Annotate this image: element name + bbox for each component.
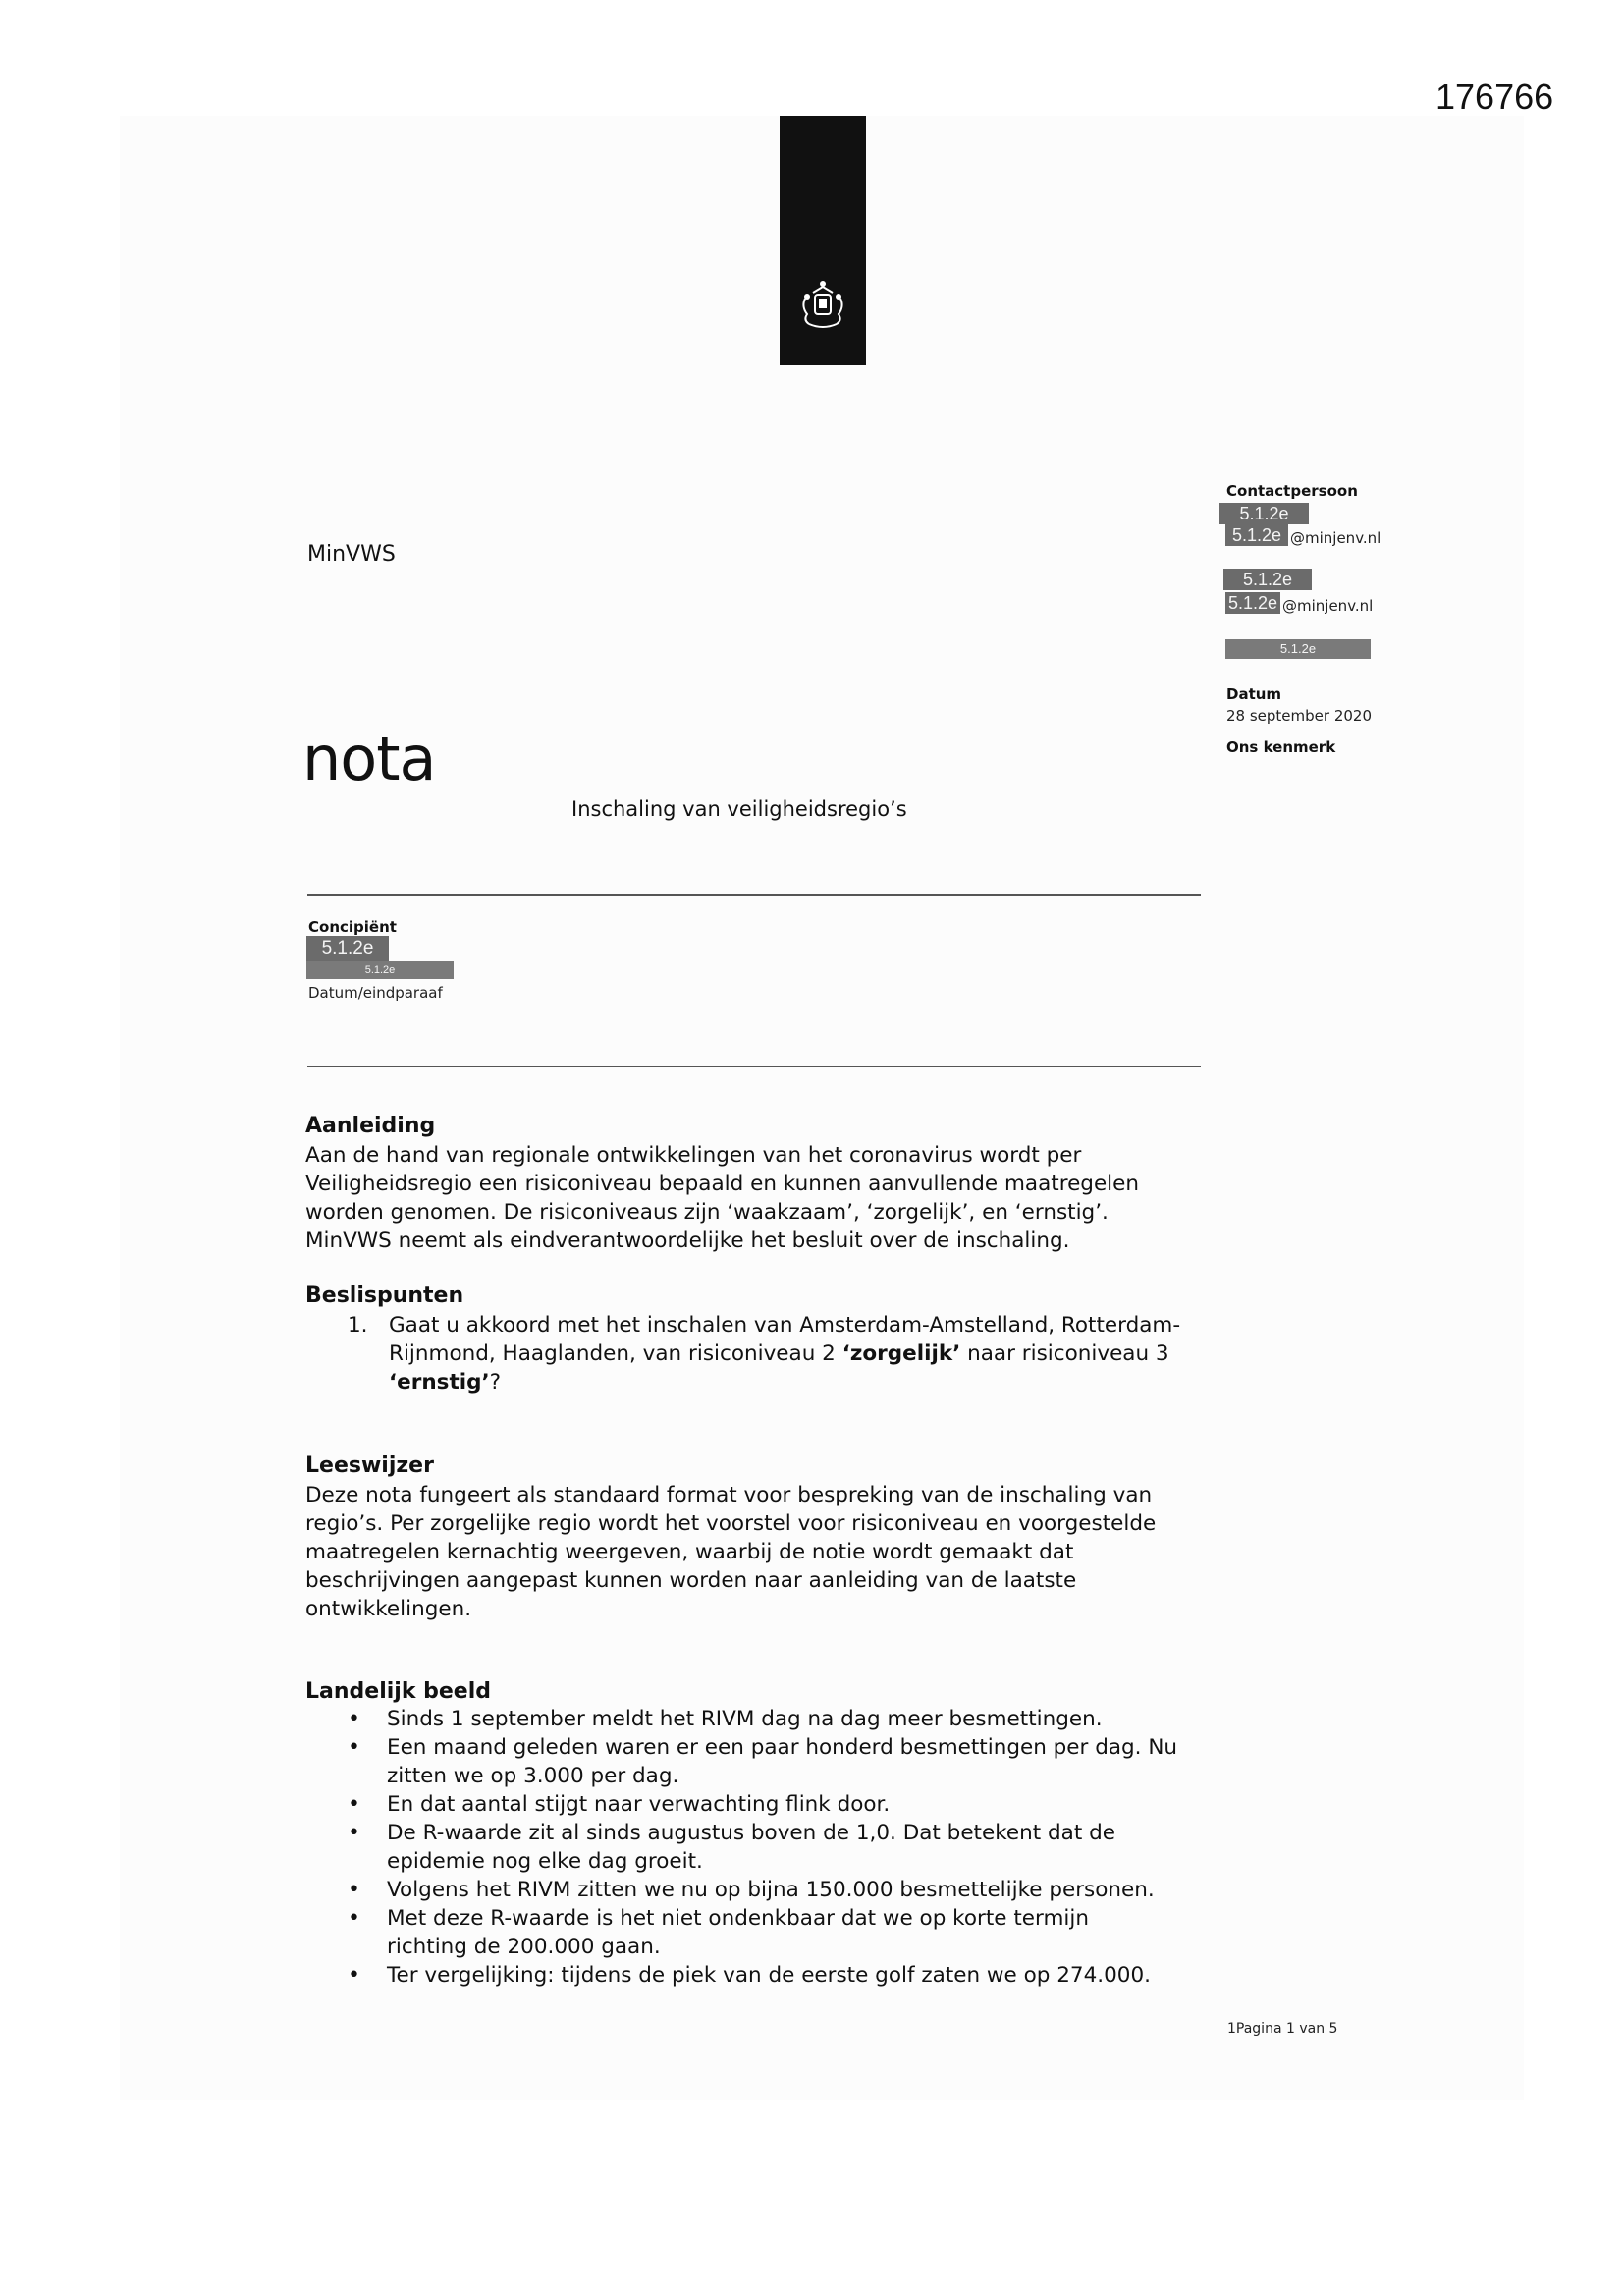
bullet-item <box>346 1705 1202 1733</box>
government-logo <box>780 116 866 365</box>
contact1-email-domain: @minjenv.nl <box>1290 529 1381 547</box>
document-title: nota <box>302 723 436 794</box>
paragraph-leeswijzer <box>305 1481 1209 1623</box>
redaction-contact1-email: 5.1.2e <box>1225 524 1288 546</box>
heading-aanleiding: Aanleiding <box>305 1114 436 1138</box>
redaction-contact2-name: 5.1.2e <box>1223 569 1312 590</box>
text-line: richting de 200.000 gaan. <box>387 1935 661 1959</box>
emphasis-zorgelijk: ‘zorgelijk’ <box>841 1341 961 1366</box>
bullet-item <box>346 1790 1202 1819</box>
bullet-icon: • <box>348 1906 360 1931</box>
text-line: De R-waarde zit al sinds augustus boven de 1,0. Dat betekent dat de <box>387 1821 1115 1845</box>
bullet-icon: • <box>348 1735 360 1760</box>
text-line: Sinds 1 september meldt het RIVM dag na dag meer besmettingen. <box>387 1707 1103 1731</box>
redaction-contact2-email: 5.1.2e <box>1225 592 1280 614</box>
crest-icon <box>791 273 854 336</box>
landelijk-bullet-list <box>346 1705 1202 1990</box>
text-line: regio’s. Per zorgelijke regio wordt het voorstel voor risiconiveau en voorgestelde <box>305 1511 1157 1536</box>
sender: MinVWS <box>307 542 396 567</box>
contact2-email-domain: @minjenv.nl <box>1282 597 1374 615</box>
bullet-icon: • <box>348 1707 360 1731</box>
datum-value: 28 september 2020 <box>1226 707 1373 725</box>
text-line: zitten we op 3.000 per dag. <box>387 1764 679 1788</box>
text-line: ontwikkelingen. <box>305 1597 472 1621</box>
text-run: ? <box>489 1370 502 1394</box>
redaction-concipient-name: 5.1.2e <box>306 936 389 961</box>
datum-label: Datum <box>1226 685 1282 703</box>
bullet-icon: • <box>348 1963 360 1988</box>
text-line: worden genomen. De risiconiveaus zijn ‘waakzaam’, ‘zorgelijk’, en ‘ernstig’. <box>305 1200 1109 1225</box>
heading-leeswijzer: Leeswijzer <box>305 1453 434 1478</box>
bullet-item <box>346 1876 1202 1904</box>
bullet-item <box>346 1904 1202 1961</box>
text-line: Deze nota fungeert als standaard format voor bespreking van de inschaling van <box>305 1483 1153 1507</box>
redaction-contact3: 5.1.2e <box>1225 639 1371 659</box>
bullet-item <box>346 1733 1202 1790</box>
text-line <box>389 1368 1208 1396</box>
divider-bottom <box>307 1066 1201 1067</box>
contact-label: Contactpersoon <box>1226 482 1358 500</box>
text-line: En dat aantal stijgt naar verwachting flink door. <box>387 1792 891 1817</box>
text-run: Rijnmond, Haaglanden, van risiconiveau 2 <box>389 1341 842 1366</box>
text-line: Volgens het RIVM zitten we nu op bijna 150.000 besmettelijke personen. <box>387 1878 1155 1902</box>
emphasis-ernstig: ‘ernstig’ <box>389 1370 490 1394</box>
kenmerk-label: Ons kenmerk <box>1226 738 1336 756</box>
heading-landelijk-beeld: Landelijk beeld <box>305 1679 491 1704</box>
bullet-icon: • <box>348 1878 360 1902</box>
text-line: Veiligheidsregio een risiconiveau bepaald en kunnen aanvullende maatregelen <box>305 1172 1140 1196</box>
redaction-contact1-name: 5.1.2e <box>1219 503 1309 524</box>
concipient-label: Concipiënt <box>308 918 397 936</box>
bullet-item <box>346 1819 1202 1876</box>
list-item <box>348 1311 1208 1396</box>
beslispunten-list <box>348 1311 1208 1396</box>
text-line: Met deze R-waarde is het niet ondenkbaar dat we op korte termijn <box>387 1906 1089 1931</box>
text-line: Ter vergelijking: tijdens de piek van de eerste golf zaten we op 274.000. <box>387 1963 1151 1988</box>
text-line: Gaat u akkoord met het inschalen van Amsterdam-Amstelland, Rotterdam- <box>389 1313 1181 1338</box>
bullet-item <box>346 1961 1202 1990</box>
bullet-icon: • <box>348 1821 360 1845</box>
text-line: MinVWS neemt als eindverantwoordelijke het besluit over de inschaling. <box>305 1229 1070 1253</box>
text-line <box>389 1339 1208 1368</box>
page-number: 1Pagina 1 van 5 <box>1227 2021 1338 2037</box>
text-run: naar risiconiveau 3 <box>960 1341 1169 1366</box>
text-line: Aan de hand van regionale ontwikkelingen van het coronavirus wordt per <box>305 1143 1082 1168</box>
datum-eindparaaf-label: Datum/eindparaaf <box>308 984 443 1002</box>
list-number: 1. <box>348 1313 368 1338</box>
text-line: Een maand geleden waren er een paar honderd besmettingen per dag. Nu <box>387 1735 1178 1760</box>
divider-top <box>307 894 1201 896</box>
heading-beslispunten: Beslispunten <box>305 1284 464 1308</box>
paragraph-aanleiding <box>305 1141 1209 1255</box>
document-number: 176766 <box>1435 77 1554 117</box>
text-line: beschrijvingen aangepast kunnen worden naar aanleiding van de laatste <box>305 1568 1077 1593</box>
document-subject: Inschaling van veiligheidsregio’s <box>571 797 907 821</box>
redaction-concipient-sub: 5.1.2e <box>306 961 454 979</box>
text-line: epidemie nog elke dag groeit. <box>387 1849 703 1874</box>
text-line: maatregelen kernachtig weergeven, waarbij de notie wordt gemaakt dat <box>305 1540 1074 1564</box>
bullet-icon: • <box>348 1792 360 1817</box>
